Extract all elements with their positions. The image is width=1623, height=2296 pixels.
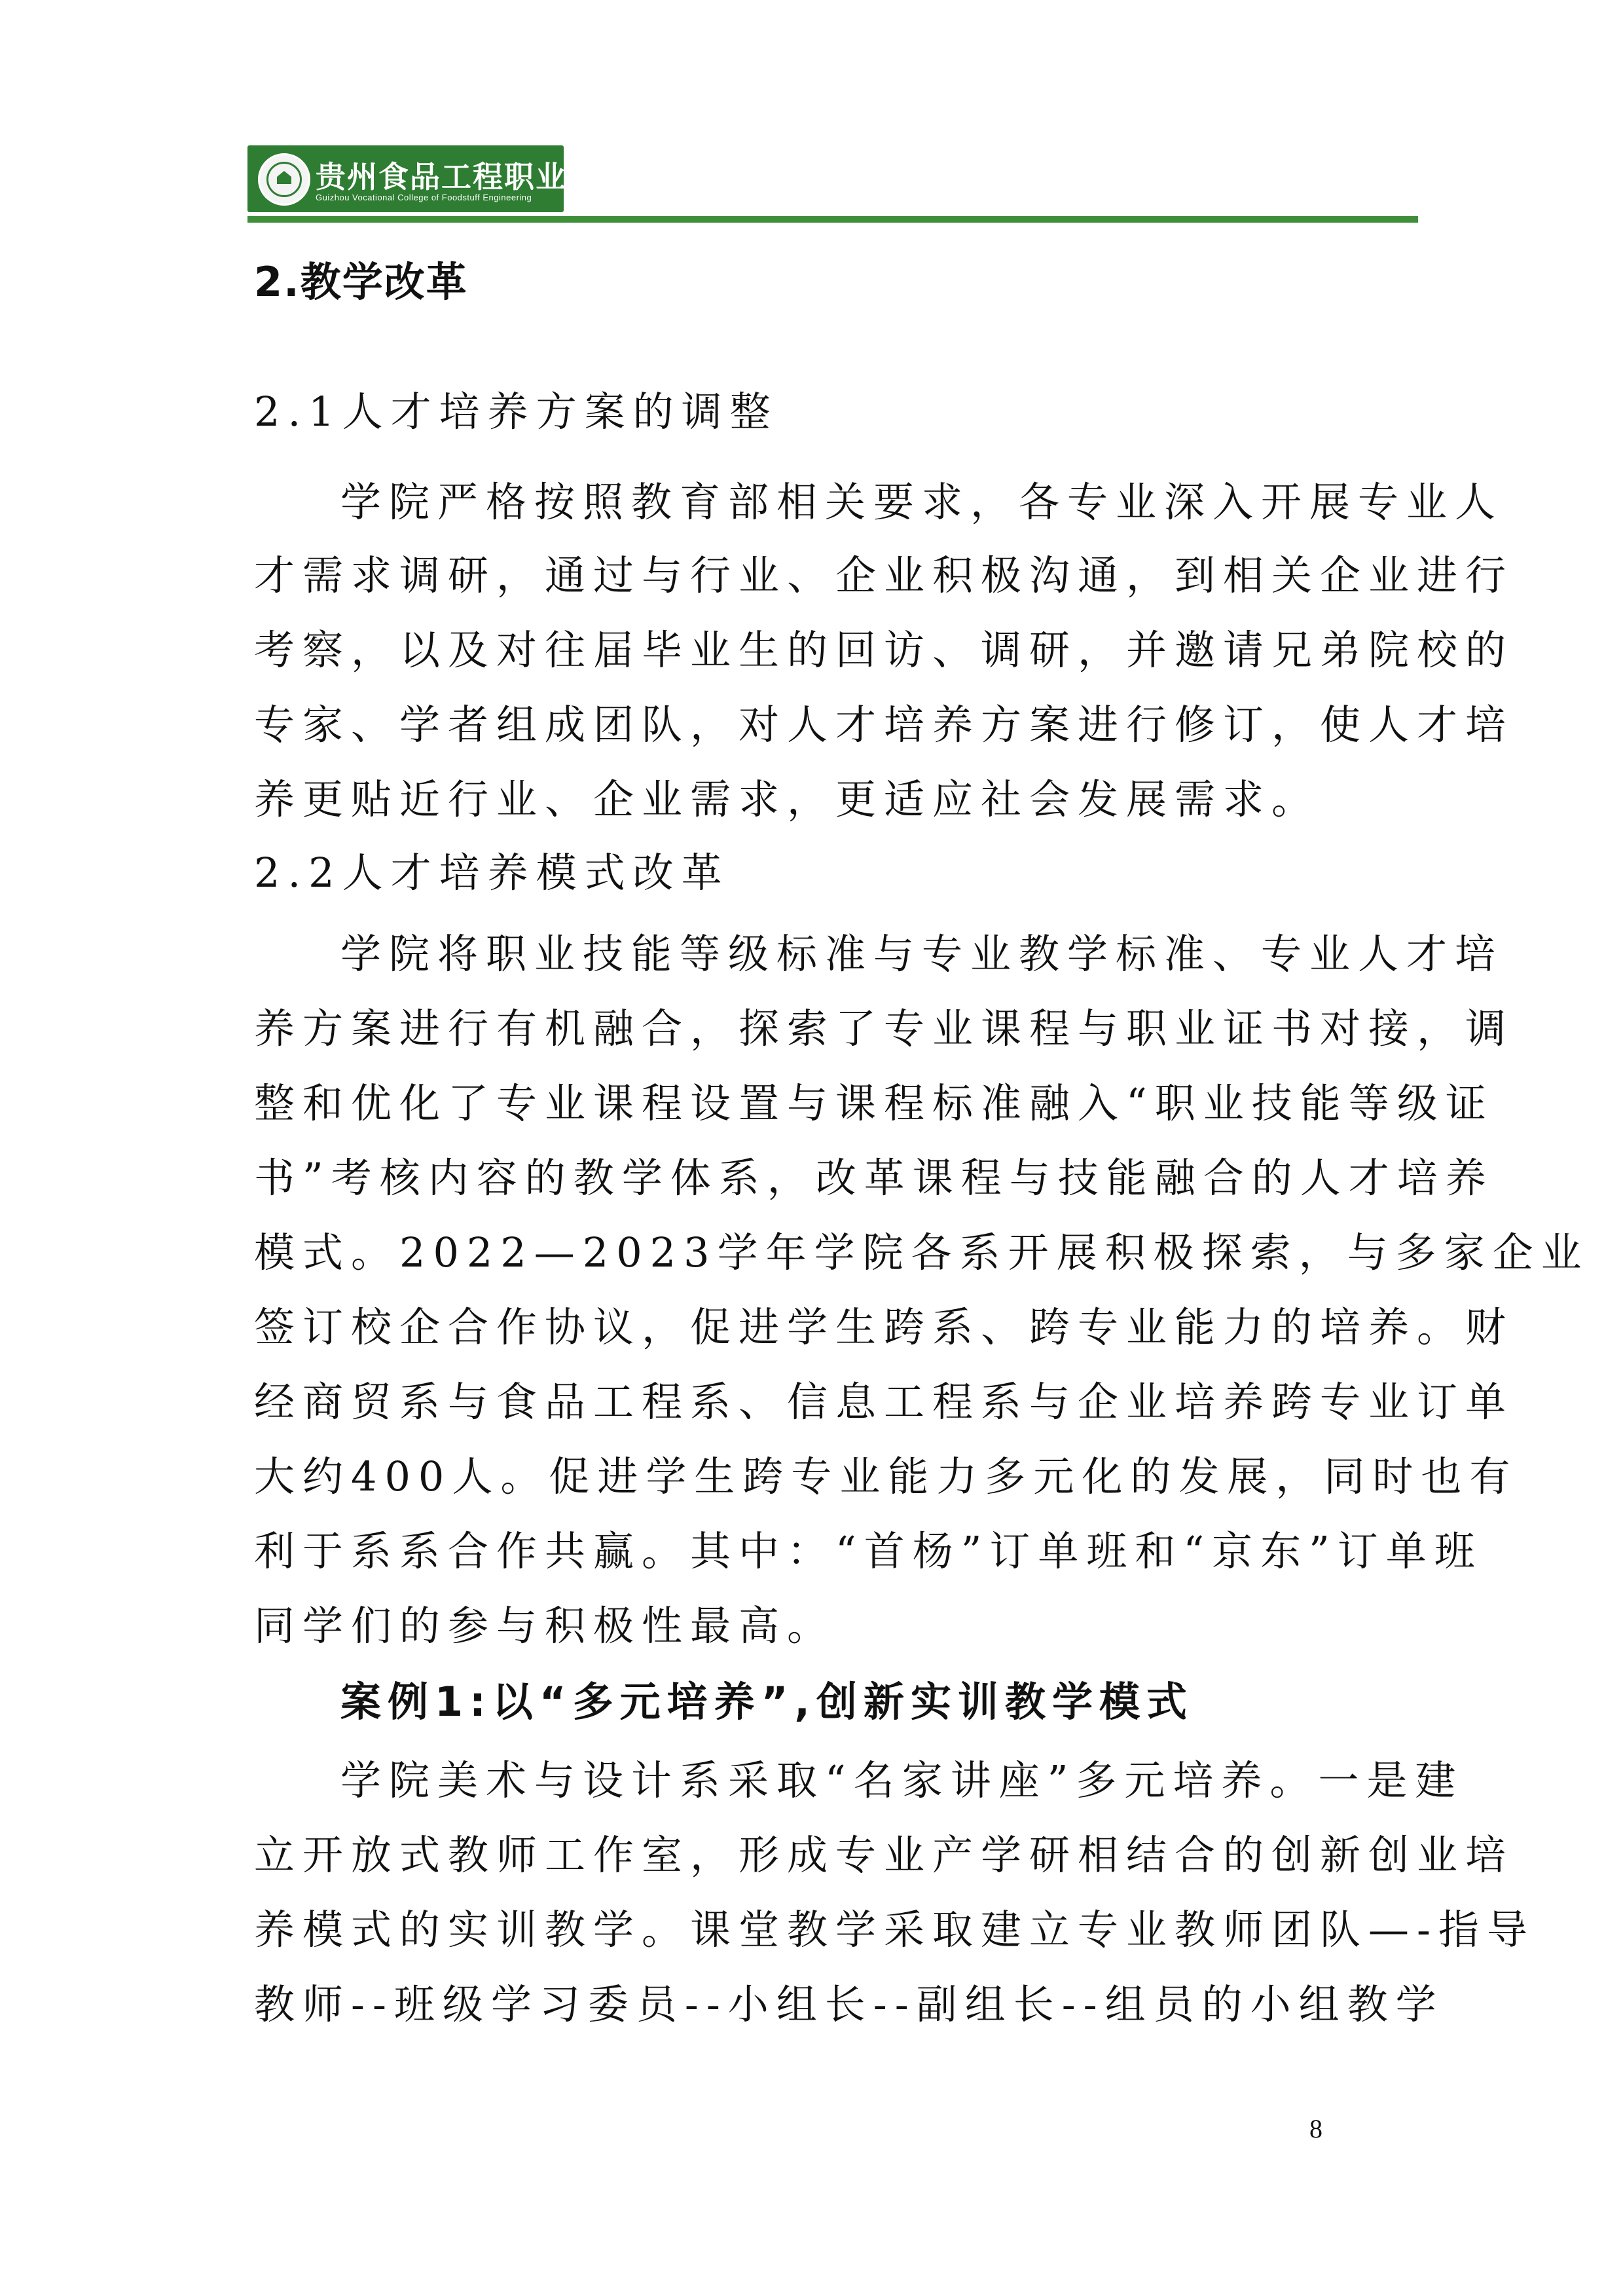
paragraph-line: 大约400人。促进学生跨专业能力多元化的发展，同时也有 [254,1453,1518,1500]
logo-chinese-name: 贵州食品工程职业学院 [316,159,630,194]
subsection-title-2-1: 2.1人才培养方案的调整 [254,388,778,435]
paragraph-line: 学院美术与设计系采取“名家讲座”多元培养。一是建 [340,1756,1464,1804]
paragraph-line: 才需求调研，通过与行业、企业积极沟通，到相关企业进行 [254,551,1514,599]
document-header [247,145,1418,223]
paragraph-line: 养模式的实训教学。课堂教学采取建立专业教师团队—-指导 [254,1906,1535,1953]
case-title: 案例1:以“多元培养”,创新实训教学模式 [340,1678,1194,1726]
paragraph-line: 学院将职业技能等级标准与专业教学标准、专业人才培 [340,930,1504,978]
paragraph-line: 同学们的参与积极性最高。 [254,1602,836,1650]
subsection-title-2-2: 2.2人才培养模式改革 [254,849,730,897]
paragraph-line: 立开放式教师工作室，形成专业产学研相结合的创新创业培 [254,1831,1514,1879]
paragraph-line: 整和优化了专业课程设置与课程标准融入“职业技能等级证 [254,1079,1494,1127]
logo-english-name: Guizhou Vocational College of Foodstuff Engineering [316,193,532,202]
page-number: 8 [1309,2114,1322,2143]
paragraph-line: 模式。2022—2023学年学院各系开展积极探索，与多家企业 [254,1229,1590,1276]
header-divider [247,216,1418,223]
college-logo [247,145,630,212]
paragraph-line: 学院严格按照教育部相关要求，各专业深入开展专业人 [340,478,1504,526]
paragraph-line: 签订校企合作协议，促进学生跨系、跨专业能力的培养。财 [254,1303,1514,1351]
paragraph-line: 养方案进行有机融合，探索了专业课程与职业证书对接，调 [254,1005,1514,1052]
paragraph-line: 经商贸系与食品工程系、信息工程系与企业培养跨专业订单 [254,1378,1514,1426]
paragraph-line: 考察，以及对往届毕业生的回访、调研，并邀请兄弟院校的 [254,626,1514,674]
paragraph-line: 书”考核内容的教学体系，改革课程与技能融合的人才培养 [254,1154,1494,1202]
paragraph-line: 利于系系合作共赢。其中：“首杨”订单班和“京东”订单班 [254,1527,1483,1575]
paragraph-line: 专家、学者组成团队，对人才培养方案进行修订，使人才培 [254,701,1514,749]
college-emblem-icon [258,153,310,206]
paragraph-line: 教师--班级学习委员--小组长--副组长--组员的小组教学 [254,1980,1444,2028]
paragraph-line: 养更贴近行业、企业需求，更适应社会发展需求。 [254,775,1321,823]
section-heading: 2.教学改革 [254,258,468,306]
